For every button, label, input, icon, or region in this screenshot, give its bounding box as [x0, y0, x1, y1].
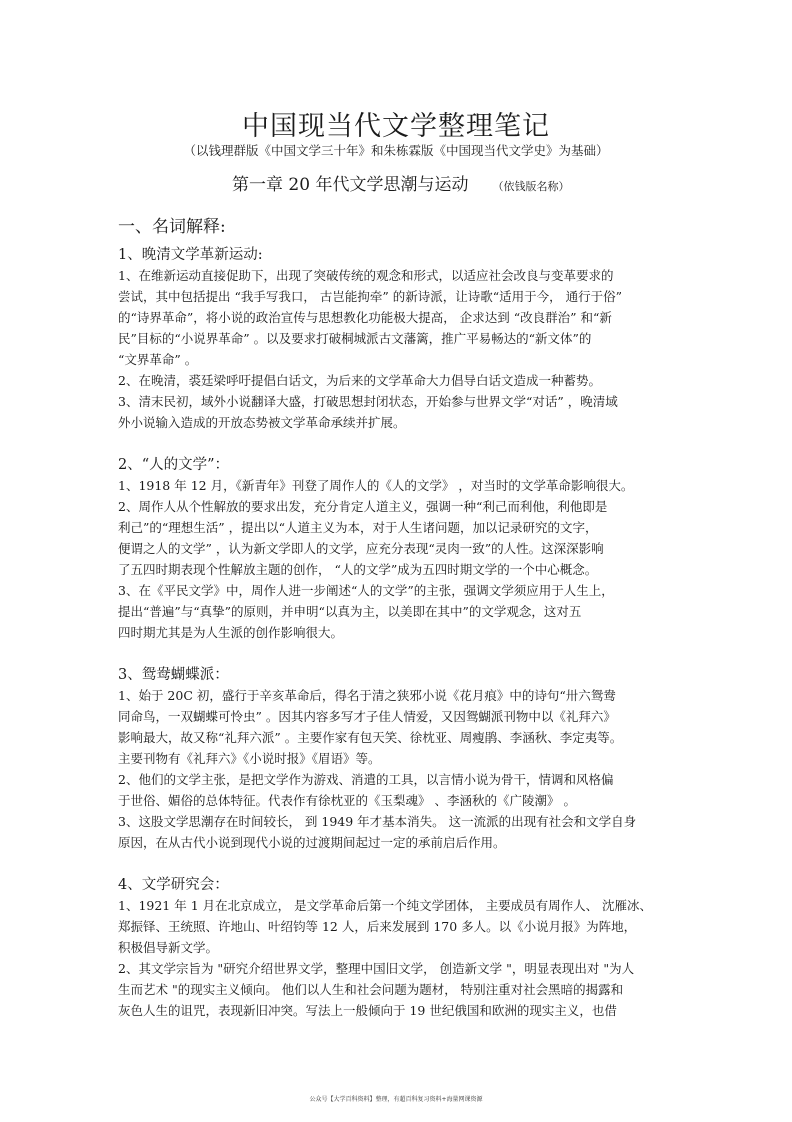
paragraph-line: 便谓之人的文学” ，认为新文学即人的文学，应充分表现“灵肉一致”的人性。这深深影响	[118, 541, 604, 556]
paragraph-line: 民”目标的“小说界革命” 。以及要求打破桐城派古文藩篱，推广平易畅达的“新文体”的	[118, 331, 592, 346]
paragraph-line: “文界革命” 。	[118, 352, 198, 367]
page-footer: 公众号【大学百科资料】整理，有超百科复习资料+海量网课资源	[309, 1096, 483, 1103]
paragraph-line: 1、1918 年 12 月，《新青年》刊登了周作人的《人的文学》 ，对当时的文学革命影响很大。	[118, 478, 634, 493]
paragraph-line: 3、在《平民文学》中，周作人进一步阐述“人的文学”的主张，强调文学须应用于人生上，	[118, 583, 614, 598]
paragraph-line: 1、在维新运动直接促助下，出现了突破传统的观念和形式，以适应社会改良与变革要求的	[118, 268, 614, 283]
paragraph-line: 1、1921 年 1 月在北京成立， 是文学革命后第一个纯文学团体， 主要成员有周作人、 沈雁冰、	[118, 898, 653, 913]
section-heading: 一、名词解释:	[118, 217, 226, 237]
term-heading-1: 1、晚清文学革新运动:	[118, 247, 263, 263]
paragraph-line: 的“诗界革命”，将小说的政治宣传与思想教化功能极大提高， 企求达到 “改良群治” 和“新	[118, 310, 612, 325]
chapter-title: 第一章 20 年代文学思潮与运动	[232, 175, 469, 195]
term-heading-2: 2、“人的文学”：	[118, 457, 230, 473]
chapter-heading	[232, 170, 569, 195]
paragraph-line: 外小说输入造成的开放态势被文学革命承续并扩展。	[118, 415, 406, 430]
paragraph-line: 利己”的“理想生活” ，提出以“人道主义为本，对于人生诸问题，加以记录研究的文字，	[118, 520, 598, 535]
paragraph-line: 主要刊物有《礼拜六》《小说时报》《眉语》等。	[118, 751, 381, 766]
chapter-note: （依钱版名称）	[492, 180, 570, 193]
term-heading-4: 4、文学研究会：	[118, 877, 229, 893]
paragraph-line: 3、这股文学思潮存在时间较长， 到 1949 年才基本消失。 这一流派的出现有社会和文学自身	[118, 814, 637, 829]
paragraph-line: 四时期尤其是为人生派的创作影响很大。	[118, 625, 344, 640]
paragraph-line: 2、周作人从个性解放的要求出发，充分肯定人道主义，强调一种“利己而利他，利他即是	[118, 499, 608, 514]
paragraph-line: 同命鸟，一双蝴蝶可怜虫” 。因其内容多写才子佳人情爱，又因鸳蝴派刊物中以《礼拜六》	[118, 709, 616, 724]
paragraph-line: 2、其文学宗旨为 "研究介绍世界文学，整理中国旧文学， 创造新文学 "，明显表现出对 "为人	[118, 961, 635, 976]
paragraph-line: 3、清末民初，域外小说翻译大盛，打破思想封闭状态，开始参与世界文学“对话” ，晚清域	[118, 394, 618, 409]
paragraph-line: 灰色人生的诅咒，表现新旧冲突。写法上一般倾向于 19 世纪俄国和欧洲的现实主义，也借	[118, 1003, 617, 1018]
paragraph-line: 于世俗、媚俗的总体特征。代表作有徐枕亚的《玉梨魂》 、李涵秋的《广陵潮》 。	[118, 793, 576, 808]
paragraph-line: 影响最大，故又称“礼拜六派” 。主要作家有包天笑、徐枕亚、周瘦鹃、李涵秋、李定夷等。	[118, 730, 623, 745]
paragraph-line: 尝试，其中包括提出 “我手写我口， 古岂能拘牵” 的新诗派，让诗歌“适用于今， 通行于俗”	[118, 289, 622, 304]
paragraph-line: 郑振铎、王统照、许地山、叶绍钧等 12 人，后来发展到 170 多人。以《小说月报》为阵地，	[118, 919, 637, 934]
paragraph-line: 2、在晚清，裘廷梁呼吁提倡白话文，为后来的文学革命大力倡导白话文造成一种蓄势。	[118, 373, 601, 388]
paragraph-line: 2、他们的文学主张，是把文学作为游戏、消遣的工具，以言情小说为骨干，情调和风格偏	[118, 772, 614, 787]
paragraph-line: 提出“普遍”与“真挚”的原则，并申明“以真为主，以美即在其中”的文学观念，这对五	[118, 604, 582, 619]
paragraph-line: 1、始于 20C 初，盛行于辛亥革命后，得名于清之狭邪小说《花月痕》中的诗句“卅六鸳鸯	[118, 688, 616, 703]
paragraph-line: 积极倡导新文学。	[118, 940, 219, 955]
document-subtitle: （以钱理群版《中国文学三十年》和朱栋霖版《中国现当代文学史》为基础）	[183, 143, 609, 158]
paragraph-line: 生而艺术 "的现实主义倾向。 他们以人生和社会问题为题材， 特别注重对社会黑暗的揭露和	[118, 982, 624, 997]
paragraph-line: 了五四时期表现个性解放主题的创作， “人的文学”成为五四时期文学的一个中心概念。	[118, 562, 598, 577]
paragraph-line: 原因，在从古代小说到现代小说的过渡期间起过一定的承前启后作用。	[118, 835, 506, 850]
document-title: 中国现当代文学整理笔记	[242, 111, 550, 142]
term-heading-3: 3、鸳鸯蝴蝶派：	[118, 667, 229, 683]
